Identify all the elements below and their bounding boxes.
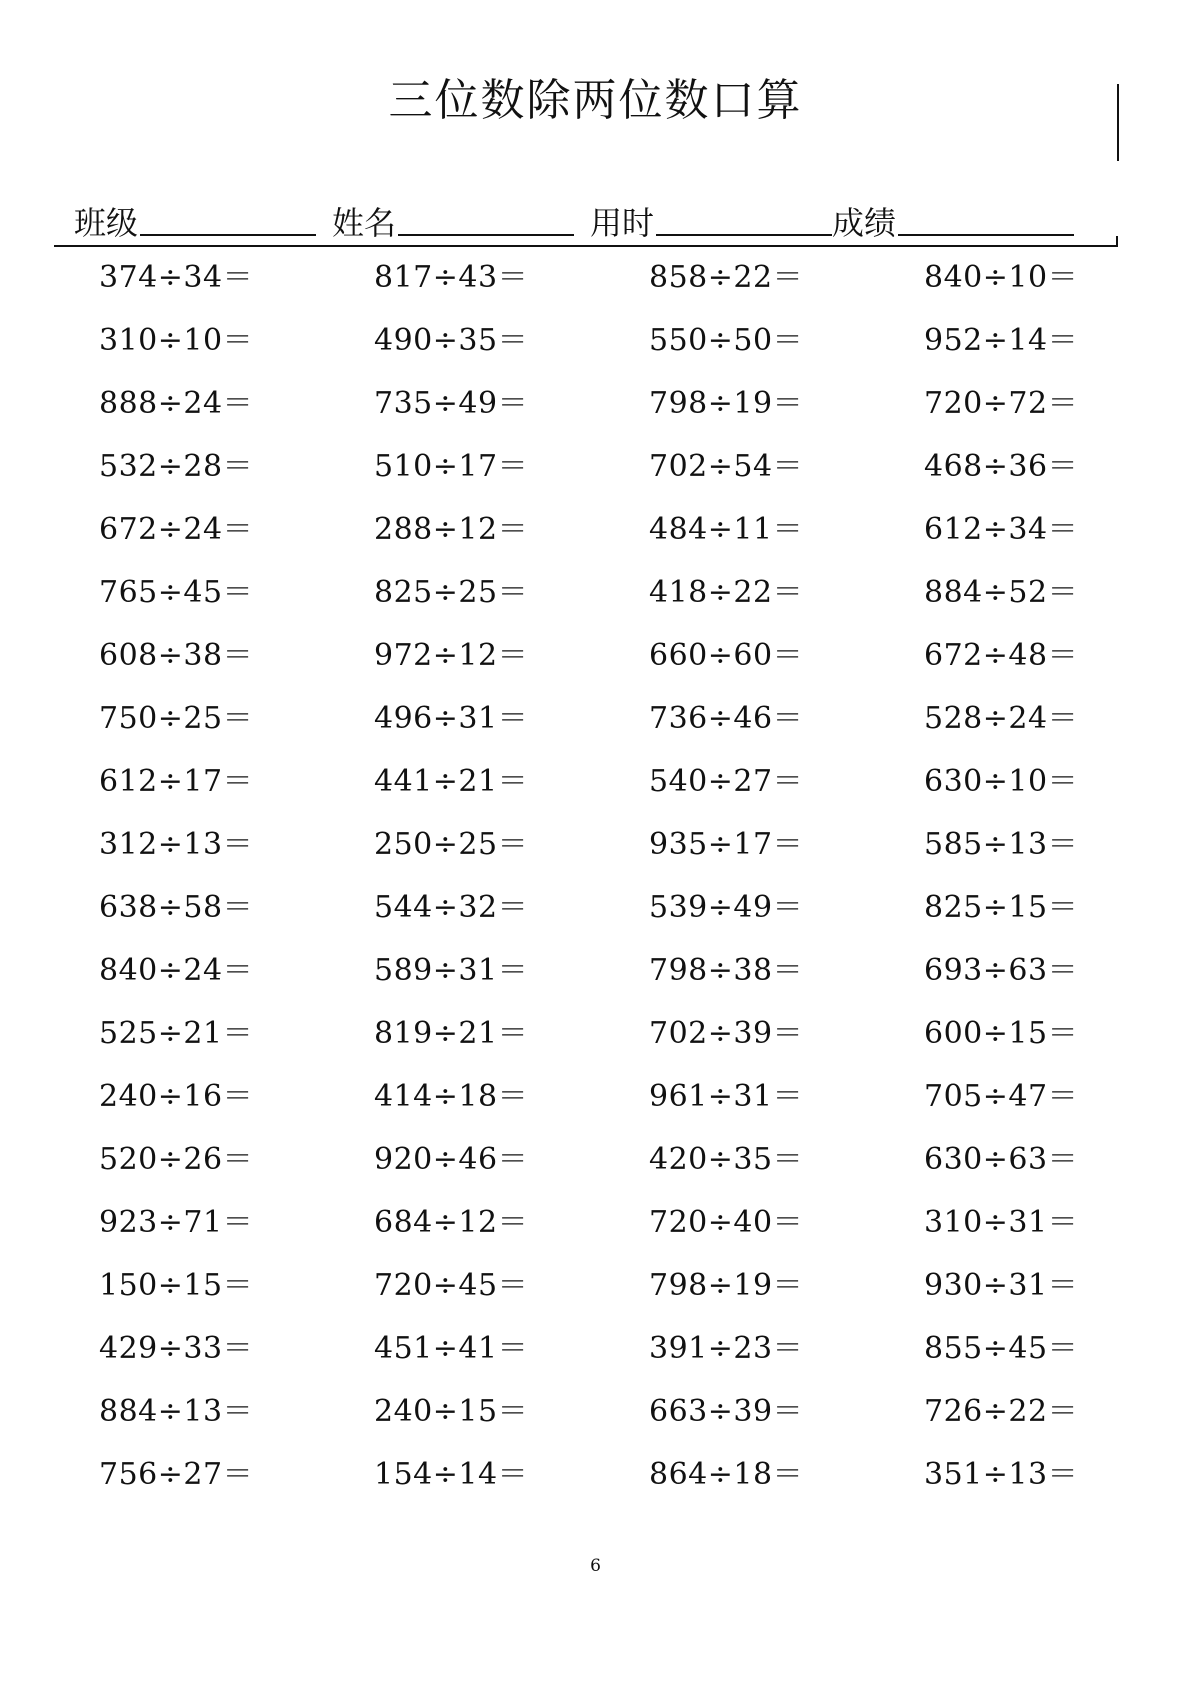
division-problem: 756÷27＝ bbox=[99, 1457, 254, 1492]
division-problem: 520÷26＝ bbox=[99, 1142, 254, 1177]
division-problem: 510÷17＝ bbox=[374, 449, 529, 484]
division-problem: 525÷21＝ bbox=[99, 1016, 254, 1051]
division-problem: 544÷32＝ bbox=[374, 890, 529, 925]
division-problem: 484÷11＝ bbox=[649, 512, 804, 547]
header-rule-tick bbox=[1116, 236, 1118, 246]
division-problem: 391÷23＝ bbox=[649, 1331, 804, 1366]
class-label: 班级 bbox=[74, 204, 139, 242]
problem-row bbox=[0, 1134, 1191, 1197]
division-problem: 825÷25＝ bbox=[374, 575, 529, 610]
name-field bbox=[332, 190, 578, 242]
division-problem: 154÷14＝ bbox=[374, 1457, 529, 1492]
division-problem: 660÷60＝ bbox=[649, 638, 804, 673]
problem-row bbox=[0, 252, 1191, 315]
problem-row bbox=[0, 945, 1191, 1008]
division-problem: 817÷43＝ bbox=[374, 260, 529, 295]
division-problem: 630÷63＝ bbox=[924, 1142, 1079, 1177]
division-problem: 490÷35＝ bbox=[374, 323, 529, 358]
division-problem: 819÷21＝ bbox=[374, 1016, 529, 1051]
margin-bar bbox=[1117, 84, 1119, 161]
division-problem: 961÷31＝ bbox=[649, 1079, 804, 1114]
division-problem: 550÷50＝ bbox=[649, 323, 804, 358]
division-problem: 420÷35＝ bbox=[649, 1142, 804, 1177]
division-problem: 532÷28＝ bbox=[99, 449, 254, 484]
division-problem: 468÷36＝ bbox=[924, 449, 1079, 484]
division-problem: 884÷52＝ bbox=[924, 575, 1079, 610]
division-problem: 600÷15＝ bbox=[924, 1016, 1079, 1051]
division-problem: 672÷24＝ bbox=[99, 512, 254, 547]
division-problem: 765÷45＝ bbox=[99, 575, 254, 610]
division-problem: 310÷10＝ bbox=[99, 323, 254, 358]
page-number: 6 bbox=[590, 1556, 601, 1576]
division-problem: 418÷22＝ bbox=[649, 575, 804, 610]
division-problem: 585÷13＝ bbox=[924, 827, 1079, 862]
division-problem: 608÷38＝ bbox=[99, 638, 254, 673]
division-problem: 540÷27＝ bbox=[649, 764, 804, 799]
problem-row bbox=[0, 693, 1191, 756]
class-blank[interactable] bbox=[140, 234, 316, 236]
division-problem: 705÷47＝ bbox=[924, 1079, 1079, 1114]
division-problem: 693÷63＝ bbox=[924, 953, 1079, 988]
division-problem: 240÷15＝ bbox=[374, 1394, 529, 1429]
division-problem: 864÷18＝ bbox=[649, 1457, 804, 1492]
division-problem: 612÷17＝ bbox=[99, 764, 254, 799]
division-problem: 935÷17＝ bbox=[649, 827, 804, 862]
problem-row bbox=[0, 1071, 1191, 1134]
problem-row bbox=[0, 1449, 1191, 1512]
division-problem: 720÷45＝ bbox=[374, 1268, 529, 1303]
division-problem: 720÷72＝ bbox=[924, 386, 1079, 421]
division-problem: 374÷34＝ bbox=[99, 260, 254, 295]
division-problem: 589÷31＝ bbox=[374, 953, 529, 988]
problem-row bbox=[0, 882, 1191, 945]
problem-row bbox=[0, 1008, 1191, 1071]
division-problem: 150÷15＝ bbox=[99, 1268, 254, 1303]
student-info-row bbox=[0, 190, 1191, 240]
division-problem: 528÷24＝ bbox=[924, 701, 1079, 736]
worksheet-title: 三位数除两位数口算 bbox=[388, 75, 803, 126]
problem-row bbox=[0, 315, 1191, 378]
division-problem: 798÷38＝ bbox=[649, 953, 804, 988]
header-rule bbox=[54, 245, 1118, 247]
division-problem: 240÷16＝ bbox=[99, 1079, 254, 1114]
division-problem: 840÷24＝ bbox=[99, 953, 254, 988]
name-blank[interactable] bbox=[398, 234, 574, 236]
division-problem: 429÷33＝ bbox=[99, 1331, 254, 1366]
division-problem: 441÷21＝ bbox=[374, 764, 529, 799]
division-problem: 923÷71＝ bbox=[99, 1205, 254, 1240]
division-problem: 539÷49＝ bbox=[649, 890, 804, 925]
problem-row bbox=[0, 1323, 1191, 1386]
problem-row bbox=[0, 630, 1191, 693]
division-problem: 855÷45＝ bbox=[924, 1331, 1079, 1366]
division-problem: 250÷25＝ bbox=[374, 827, 529, 862]
division-problem: 612÷34＝ bbox=[924, 512, 1079, 547]
problem-row bbox=[0, 441, 1191, 504]
problem-row bbox=[0, 1260, 1191, 1323]
division-problem: 288÷12＝ bbox=[374, 512, 529, 547]
division-problem: 684÷12＝ bbox=[374, 1205, 529, 1240]
division-problem: 310÷31＝ bbox=[924, 1205, 1079, 1240]
division-problem: 840÷10＝ bbox=[924, 260, 1079, 295]
problem-row bbox=[0, 378, 1191, 441]
division-problem: 672÷48＝ bbox=[924, 638, 1079, 673]
division-problem: 496÷31＝ bbox=[374, 701, 529, 736]
class-field bbox=[74, 190, 320, 242]
division-problem: 920÷46＝ bbox=[374, 1142, 529, 1177]
division-problem: 798÷19＝ bbox=[649, 386, 804, 421]
division-problem: 630÷10＝ bbox=[924, 764, 1079, 799]
division-problem: 702÷54＝ bbox=[649, 449, 804, 484]
division-problem: 952÷14＝ bbox=[924, 323, 1079, 358]
division-problem: 858÷22＝ bbox=[649, 260, 804, 295]
division-problem: 726÷22＝ bbox=[924, 1394, 1079, 1429]
problem-row bbox=[0, 756, 1191, 819]
division-problem: 414÷18＝ bbox=[374, 1079, 529, 1114]
time-used-field bbox=[590, 190, 836, 242]
time-used-blank[interactable] bbox=[656, 234, 832, 236]
problem-row bbox=[0, 819, 1191, 882]
time-used-label: 用时 bbox=[590, 204, 655, 242]
division-problem: 884÷13＝ bbox=[99, 1394, 254, 1429]
problem-row bbox=[0, 1386, 1191, 1449]
division-problem: 720÷40＝ bbox=[649, 1205, 804, 1240]
division-problem: 663÷39＝ bbox=[649, 1394, 804, 1429]
division-problem: 351÷13＝ bbox=[924, 1457, 1079, 1492]
problem-row bbox=[0, 504, 1191, 567]
division-problem: 451÷41＝ bbox=[374, 1331, 529, 1366]
score-label: 成绩 bbox=[832, 204, 897, 242]
problem-row bbox=[0, 1197, 1191, 1260]
division-problem: 312÷13＝ bbox=[99, 827, 254, 862]
division-problem: 750÷25＝ bbox=[99, 701, 254, 736]
division-problem: 735÷49＝ bbox=[374, 386, 529, 421]
score-blank[interactable] bbox=[898, 234, 1074, 236]
division-problem: 798÷19＝ bbox=[649, 1268, 804, 1303]
name-label: 姓名 bbox=[332, 204, 397, 242]
division-problem: 702÷39＝ bbox=[649, 1016, 804, 1051]
division-problem: 736÷46＝ bbox=[649, 701, 804, 736]
division-problem: 888÷24＝ bbox=[99, 386, 254, 421]
division-problem: 930÷31＝ bbox=[924, 1268, 1079, 1303]
problem-grid bbox=[0, 252, 1191, 1512]
division-problem: 638÷58＝ bbox=[99, 890, 254, 925]
score-field bbox=[832, 190, 1078, 242]
division-problem: 972÷12＝ bbox=[374, 638, 529, 673]
problem-row bbox=[0, 567, 1191, 630]
division-problem: 825÷15＝ bbox=[924, 890, 1079, 925]
